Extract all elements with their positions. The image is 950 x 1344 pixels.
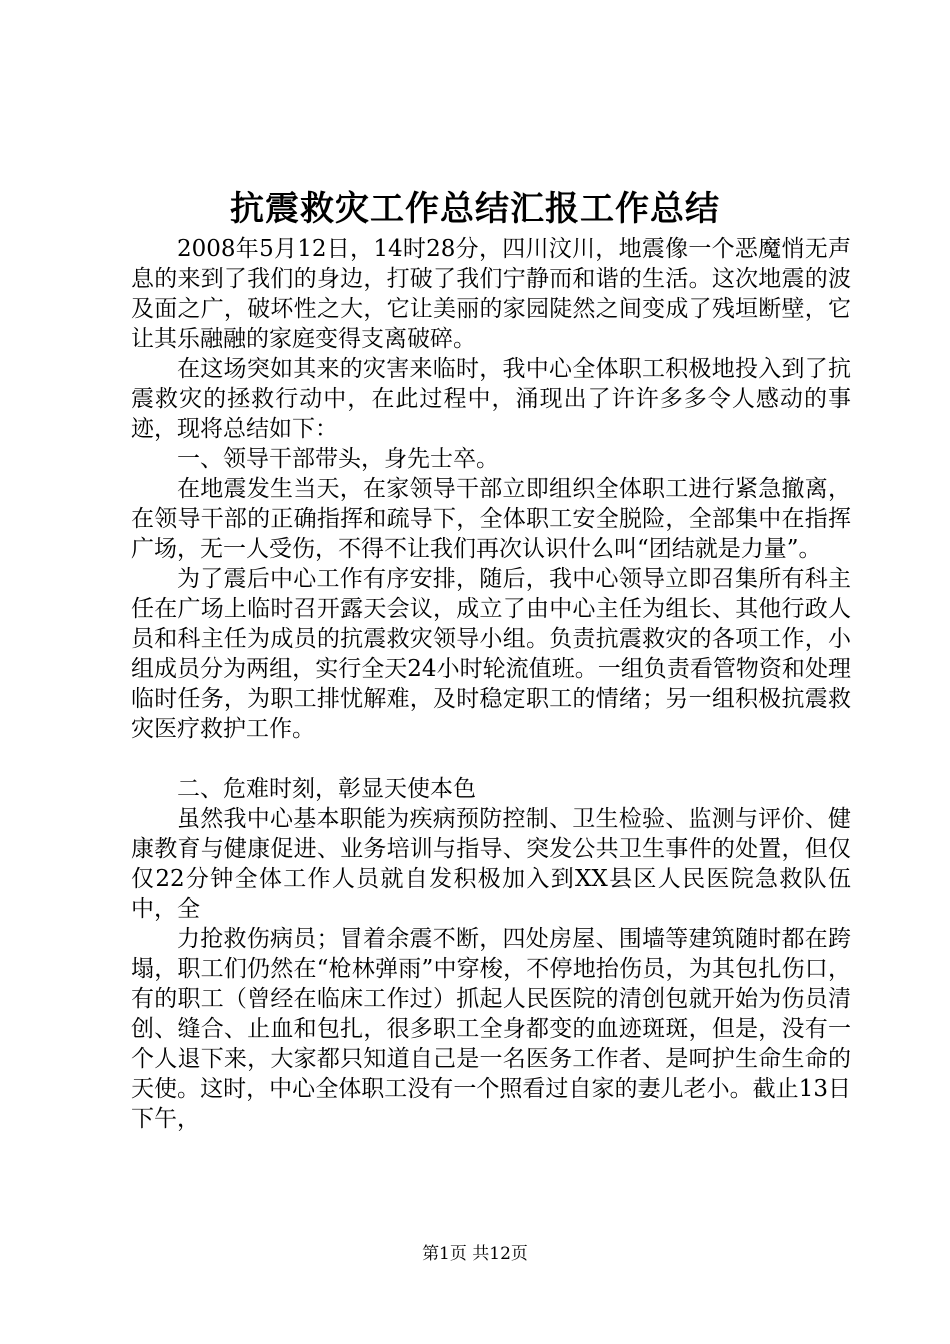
paragraph-response: 在这场突如其来的灾害来临时，我中心全体职工积极地投入到了抗震救灾的拯救行动中，在此过程中，涌现出了许许多多令人感动的事迹，现将总结如下： xyxy=(131,356,851,442)
page-footer: 第1页 共12页 xyxy=(422,1244,528,1264)
paragraph-leadership-group: 为了震后中心工作有序安排，随后，我中心领导立即召集所有科主任在广场上临时召开露天会议，成立了由中心主任为组长、其他行政人员和科主任为成员的抗震救灾领导小组。负责抗震救灾的各项工作，小组成员分为两组，实行全天24小时轮流值班。一组负责看管物资和处理临时任务，为职工排忧解难，及时稳定职工的情绪；另一组积极抗震救灾医疗救护工作。 xyxy=(131,566,851,742)
document-title: 抗震救灾工作总结汇报工作总结 xyxy=(230,189,720,229)
document-body xyxy=(131,234,851,1134)
paragraph-center-functions: 虽然我中心基本职能为疾病预防控制、卫生检验、监测与评价、健康教育与健康促进、业务培训与指导、突发公共卫生事件的处置，但仅仅22分钟全体工作人员就自发积极加入到XX县区人民医院急救队伍中，全 xyxy=(131,806,851,922)
paragraph-rescue: 力抢救伤病员；冒着余震不断，四处房屋、围墙等建筑随时都在跨塌，职工们仍然在“枪林弹雨”中穿梭，不停地抬伤员，为其包扎伤口，有的职工（曾经在临床工作过）抓起人民医院的清创包就开始为伤员清创、缝合、止血和包扎，很多职工全身都变的血迹斑斑，但是，没有一个人退下来，大家都只知道自己是一名医务工作者、是呵护生命生命的天使。这时，中心全体职工没有一个照看过自家的妻儿老小。截止13日下午， xyxy=(131,926,851,1132)
paragraph-evacuation: 在地震发生当天，在家领导干部立即组织全体职工进行紧急撤离，在领导干部的正确指挥和疏导下，全体职工安全脱险，全部集中在指挥广场，无一人受伤，不得不让我们再次认识什么叫“团结就是力量”。 xyxy=(131,476,851,562)
section-heading-2: 二、危难时刻，彰显天使本色 xyxy=(177,776,476,802)
paragraph-spacer xyxy=(131,744,851,774)
section-heading-1: 一、领导干部带头，身先士卒。 xyxy=(177,446,499,472)
paragraph-intro: 2008年5月12日，14时28分，四川汶川，地震像一个恶魔悄无声息的来到了我们的身边，打破了我们宁静而和谐的生活。这次地震的波及面之广，破坏性之大，它让美丽的家园陡然之间变成了残垣断壁，它让其乐融融的家庭变得支离破碎。 xyxy=(131,236,851,352)
